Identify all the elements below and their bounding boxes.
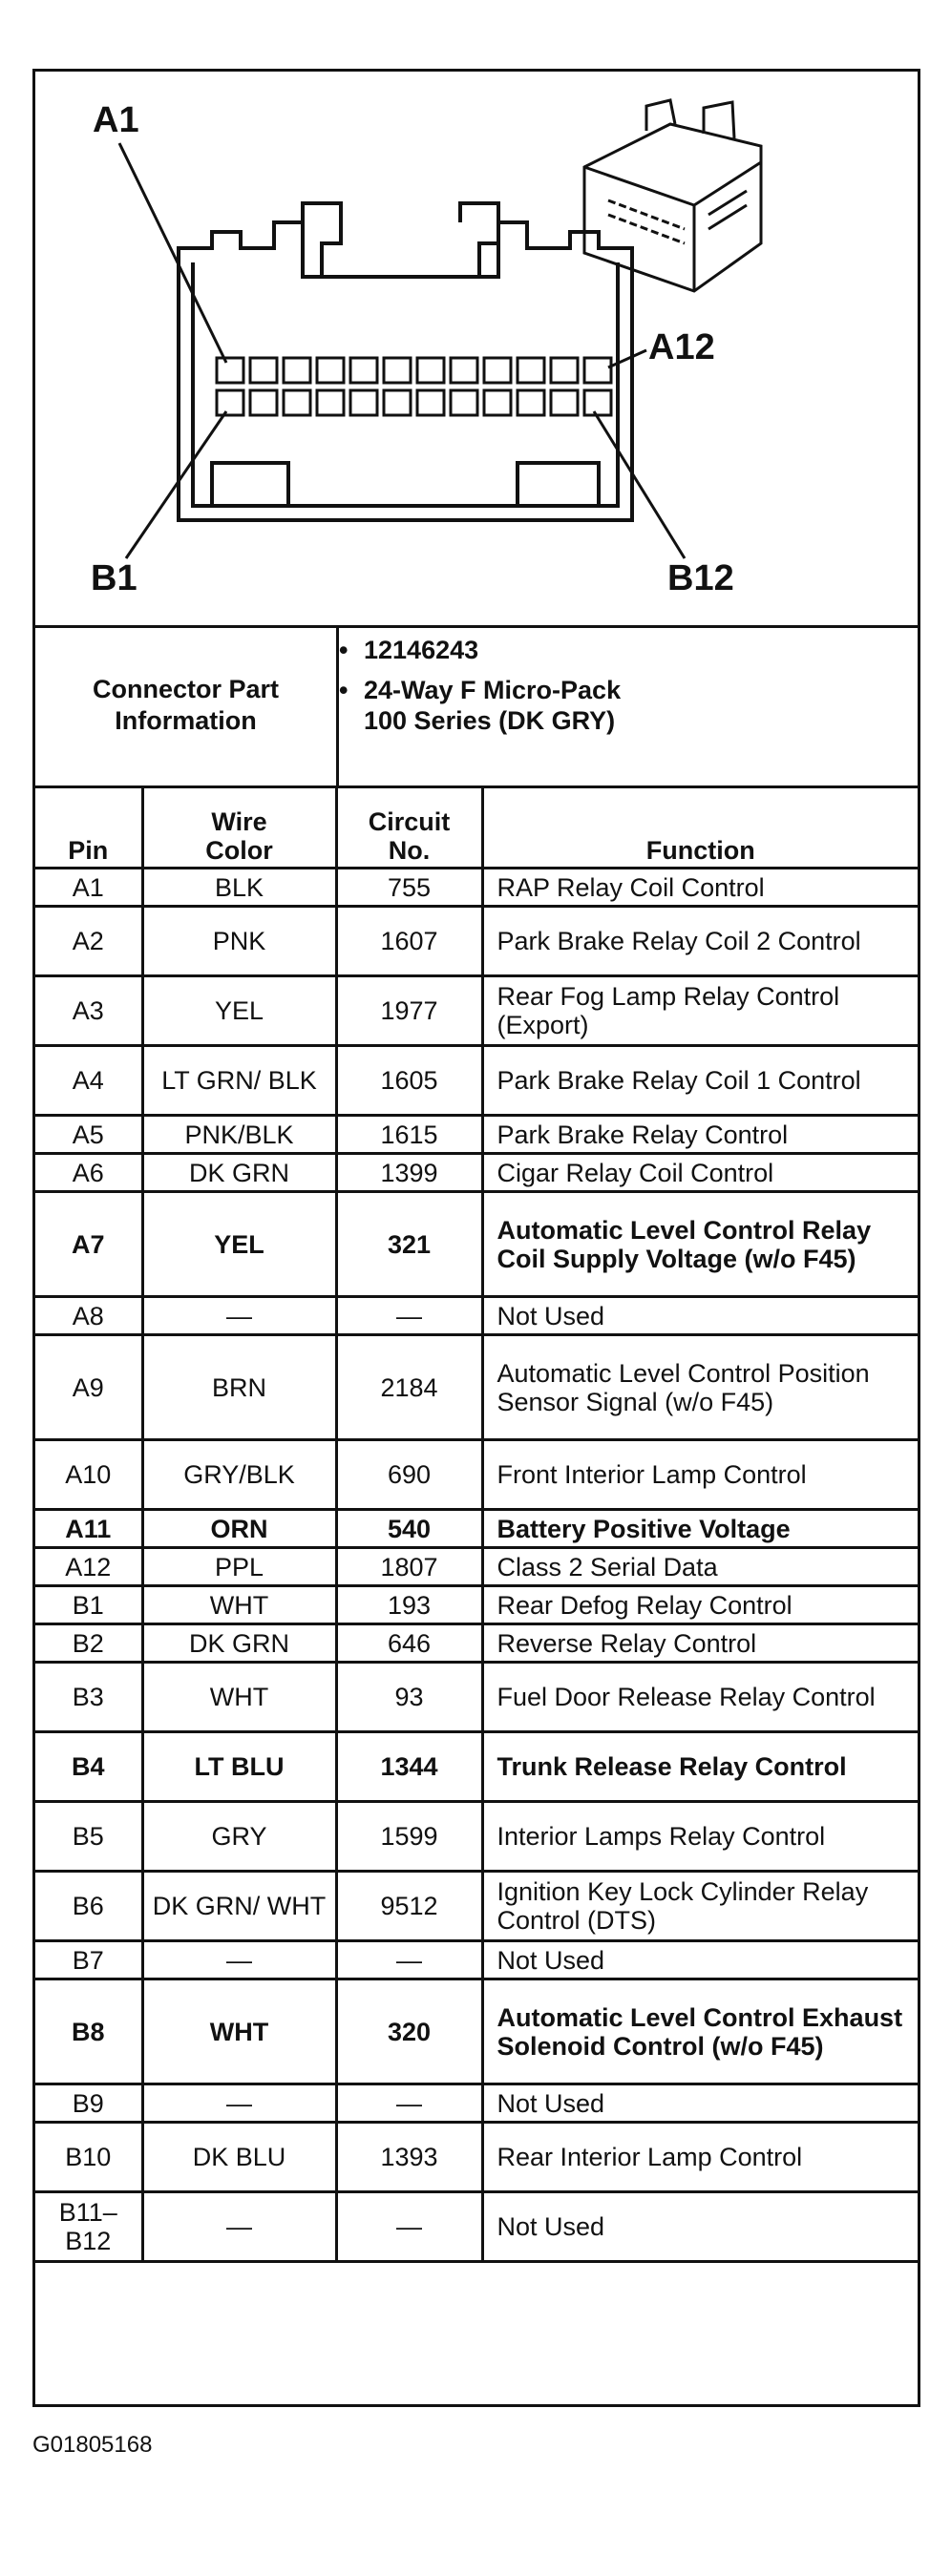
pin-cell: A12 <box>35 1548 142 1586</box>
wire-color-cell: DK BLU <box>142 2123 336 2192</box>
header-circuit-no <box>336 787 482 869</box>
part-number: 12146243 <box>364 636 479 664</box>
bullet-icon: • <box>339 676 349 704</box>
table-header-row <box>35 787 918 869</box>
function-cell: Reverse Relay Control <box>482 1624 918 1663</box>
table-row <box>35 1586 918 1624</box>
circuit-cell: 1615 <box>336 1116 482 1154</box>
connector-info-values <box>339 635 912 736</box>
pin-cell: A5 <box>35 1116 142 1154</box>
table-row <box>35 2192 918 2262</box>
wire-color-cell: DK GRN <box>142 1624 336 1663</box>
table-row <box>35 1663 918 1732</box>
circuit-cell: 1977 <box>336 976 482 1046</box>
circuit-cell: 755 <box>336 869 482 907</box>
callout-a12: A12 <box>648 327 715 367</box>
circuit-cell: 2184 <box>336 1335 482 1440</box>
pin-cell: A10 <box>35 1440 142 1510</box>
pin-cell: B5 <box>35 1802 142 1872</box>
table-row <box>35 1510 918 1548</box>
circuit-cell: 9512 <box>336 1872 482 1941</box>
function-cell: Rear Interior Lamp Control <box>482 2123 918 2192</box>
pin-function-table <box>35 785 918 2263</box>
table-row <box>35 2084 918 2123</box>
circuit-cell: 646 <box>336 1624 482 1663</box>
table-row <box>35 1802 918 1872</box>
circuit-cell: — <box>336 1941 482 1979</box>
pin-cell: B1 <box>35 1586 142 1624</box>
callout-b1: B1 <box>91 558 137 598</box>
wire-color-cell: GRY/BLK <box>142 1440 336 1510</box>
table-row <box>35 1192 918 1297</box>
pin-cell: B11– B12 <box>35 2192 142 2262</box>
header-pin: Pin <box>35 787 142 869</box>
wire-color-cell: WHT <box>142 1979 336 2084</box>
table-row <box>35 907 918 976</box>
pin-cell: A2 <box>35 907 142 976</box>
table-row <box>35 869 918 907</box>
circuit-cell: 321 <box>336 1192 482 1297</box>
function-cell: Automatic Level Control Relay Coil Supply Voltage (w/o F45) <box>482 1192 918 1297</box>
circuit-cell: 1393 <box>336 2123 482 2192</box>
table-row <box>35 1335 918 1440</box>
pin-cell: B9 <box>35 2084 142 2123</box>
wire-color-cell: PNK/BLK <box>142 1116 336 1154</box>
table-row <box>35 1116 918 1154</box>
wire-color-cell: — <box>142 1941 336 1979</box>
wire-color-cell: BLK <box>142 869 336 907</box>
circuit-cell: — <box>336 2084 482 2123</box>
pin-cavities <box>217 358 611 415</box>
table-row <box>35 2123 918 2192</box>
table-row <box>35 1979 918 2084</box>
function-cell: Class 2 Serial Data <box>482 1548 918 1586</box>
table-row <box>35 1440 918 1510</box>
wire-color-cell: WHT <box>142 1586 336 1624</box>
wire-color-cell: PNK <box>142 907 336 976</box>
pin-cell: B2 <box>35 1624 142 1663</box>
table-row <box>35 1941 918 1979</box>
function-cell: Fuel Door Release Relay Control <box>482 1663 918 1732</box>
function-cell: Front Interior Lamp Control <box>482 1440 918 1510</box>
pin-cell: B3 <box>35 1663 142 1732</box>
connector-description-line1: 24-Way F Micro-Pack <box>364 676 622 704</box>
circuit-cell: 1399 <box>336 1154 482 1192</box>
circuit-cell: 1344 <box>336 1732 482 1802</box>
function-cell: Cigar Relay Coil Control <box>482 1154 918 1192</box>
circuit-cell: 93 <box>336 1663 482 1732</box>
wire-color-cell: LT BLU <box>142 1732 336 1802</box>
pin-rows <box>35 869 918 2262</box>
wire-color-cell: ORN <box>142 1510 336 1548</box>
pin-cell: B10 <box>35 2123 142 2192</box>
table-row <box>35 1154 918 1192</box>
connector-info-label-line2: Information <box>115 706 257 735</box>
wire-color-cell: — <box>142 1297 336 1335</box>
table-row <box>35 1624 918 1663</box>
function-cell: Automatic Level Control Exhaust Solenoid Control (w/o F45) <box>482 1979 918 2084</box>
wire-color-cell: LT GRN/ BLK <box>142 1046 336 1116</box>
header-circuit-line2: No. <box>388 836 431 865</box>
table-row <box>35 1872 918 1941</box>
table-row <box>35 1297 918 1335</box>
function-cell: Not Used <box>482 1941 918 1979</box>
pin-cell: A11 <box>35 1510 142 1548</box>
pin-cell: A1 <box>35 869 142 907</box>
header-wire-color-line1: Wire <box>211 807 267 836</box>
connector-part-information <box>35 625 918 788</box>
table-row <box>35 1548 918 1586</box>
wire-color-cell: PPL <box>142 1548 336 1586</box>
function-cell: Interior Lamps Relay Control <box>482 1802 918 1872</box>
connector-info-label-line1: Connector Part <box>92 675 280 703</box>
a12-leader-line <box>608 350 646 367</box>
pin-cell: B7 <box>35 1941 142 1979</box>
function-cell: Rear Fog Lamp Relay Control (Export) <box>482 976 918 1046</box>
b12-leader-line <box>594 411 685 558</box>
function-cell: Not Used <box>482 1297 918 1335</box>
table-row <box>35 1732 918 1802</box>
bullet-icon: • <box>339 636 349 664</box>
wire-color-cell: — <box>142 2192 336 2262</box>
circuit-cell: — <box>336 2192 482 2262</box>
header-wire-color <box>142 787 336 869</box>
function-cell: RAP Relay Coil Control <box>482 869 918 907</box>
figure-code: G01805168 <box>32 2432 153 2458</box>
header-circuit-line1: Circuit <box>368 807 451 836</box>
wire-color-cell: YEL <box>142 976 336 1046</box>
wire-color-cell: GRY <box>142 1802 336 1872</box>
pin-cell: A9 <box>35 1335 142 1440</box>
circuit-cell: — <box>336 1297 482 1335</box>
header-wire-color-line2: Color <box>205 836 273 865</box>
connector-diagram <box>35 72 918 628</box>
connector-face-drawing <box>35 72 918 625</box>
wire-color-cell: DK GRN <box>142 1154 336 1192</box>
circuit-cell: 1607 <box>336 907 482 976</box>
circuit-cell: 1807 <box>336 1548 482 1586</box>
function-cell: Not Used <box>482 2084 918 2123</box>
wire-color-cell: YEL <box>142 1192 336 1297</box>
connector-description-line2: 100 Series (DK GRY) <box>364 706 616 735</box>
pin-cell: B4 <box>35 1732 142 1802</box>
callout-a1: A1 <box>93 100 139 140</box>
circuit-cell: 540 <box>336 1510 482 1548</box>
function-cell: Park Brake Relay Coil 1 Control <box>482 1046 918 1116</box>
function-cell: Trunk Release Relay Control <box>482 1732 918 1802</box>
function-cell: Ignition Key Lock Cylinder Relay Control (DTS) <box>482 1872 918 1941</box>
wire-color-cell: DK GRN/ WHT <box>142 1872 336 1941</box>
table-row <box>35 976 918 1046</box>
circuit-cell: 690 <box>336 1440 482 1510</box>
circuit-cell: 1605 <box>336 1046 482 1116</box>
function-cell: Park Brake Relay Coil 2 Control <box>482 907 918 976</box>
wire-color-cell: WHT <box>142 1663 336 1732</box>
connector-sheet <box>32 69 920 2407</box>
function-cell: Rear Defog Relay Control <box>482 1586 918 1624</box>
pin-cell: A7 <box>35 1192 142 1297</box>
pin-cell: B6 <box>35 1872 142 1941</box>
connector-isometric-view <box>584 100 761 291</box>
circuit-cell: 320 <box>336 1979 482 2084</box>
circuit-cell: 193 <box>336 1586 482 1624</box>
a1-leader-line <box>119 143 226 363</box>
wire-color-cell: BRN <box>142 1335 336 1440</box>
function-cell: Park Brake Relay Control <box>482 1116 918 1154</box>
table-row <box>35 1046 918 1116</box>
function-cell: Not Used <box>482 2192 918 2262</box>
pin-cell: A8 <box>35 1297 142 1335</box>
header-function: Function <box>482 787 918 869</box>
pin-cell: B8 <box>35 1979 142 2084</box>
callout-b12: B12 <box>667 558 734 598</box>
pin-cell: A6 <box>35 1154 142 1192</box>
connector-info-label <box>35 625 339 785</box>
function-cell: Automatic Level Control Position Sensor Signal (w/o F45) <box>482 1335 918 1440</box>
pin-cell: A3 <box>35 976 142 1046</box>
pin-cell: A4 <box>35 1046 142 1116</box>
function-cell: Battery Positive Voltage <box>482 1510 918 1548</box>
circuit-cell: 1599 <box>336 1802 482 1872</box>
wire-color-cell: — <box>142 2084 336 2123</box>
